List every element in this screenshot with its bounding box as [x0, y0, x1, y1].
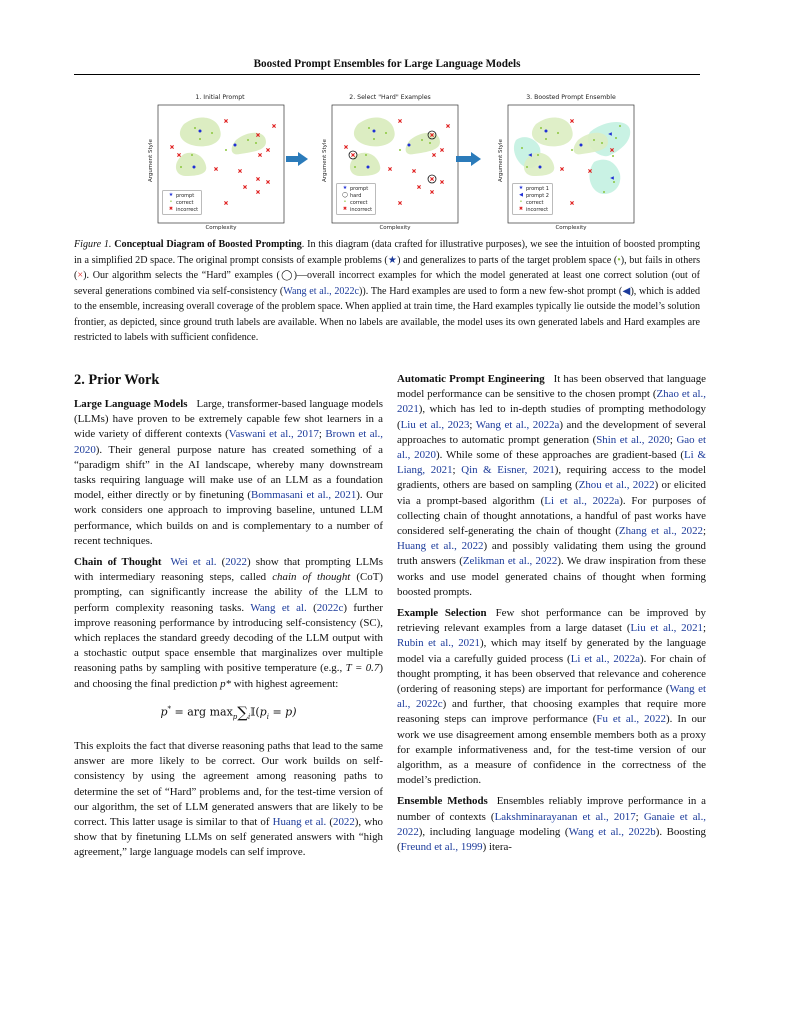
citation-link[interactable]: Bommasani et al., 2021 — [250, 489, 357, 502]
paragraph-exploit: This exploits the fact that diverse reasoning paths that lead to the same answer are more likely to be correct. Our work builds on self-consistency by using the agreement among reasoning paths to determine the set of “Hard” problems and, for the test-time version of our algorithm, the set of LLM generated answers that are likely to be correct. This latter usage is similar to that of Huang et al. (2022), who show that by finetuning LLMs on self generated answers with “high agreement,” large language models can self improve. — [74, 739, 384, 859]
citation-link[interactable]: Liu et al., 2021 — [630, 622, 703, 635]
citation-link[interactable]: Wang et al., 2022a — [475, 418, 560, 431]
x-icon: × — [77, 270, 84, 281]
citation-link[interactable]: Lakshminarayanan et al., 2017 — [494, 810, 636, 823]
incorrect-marker — [256, 190, 259, 193]
dot-icon: • — [617, 254, 621, 266]
correct-marker — [429, 142, 431, 144]
markers-layer — [140, 90, 660, 235]
correct-marker — [373, 138, 375, 140]
paragraph-heading: Chain of Thought — [74, 556, 162, 569]
incorrect-marker — [351, 153, 354, 156]
paragraph-ape: Automatic Prompt Engineering It has been observed that language model performance can be sensitive to the chosen prompt (Zhao et al., 2021), which has led to in-depth studies of prompting methodology (Liu et al., 2023; Wang et al., 2022a) and the development of several approaches to automatic prompt generation (Shin et al., 2020; Gao et al., 2020). While some of these approaches are gradient-based (Li & Liang, 2021; Qin & Eisner, 2021), requiring access to the model gradients, others are based on sampling (Zhou et al., 2022) or elicited via a prompt-based algorithm (Li et al., 2022a). For purposes of collecting chain of thought annotations, a handful of past works have considered self-generating the chain of thought (Zhang et al., 2022; Huang et al., 2022) and possibly validating them using the ground truth answers (Zelikman et al., 2022). We draw inspiration from these works and use model generated chains of thought when forming boosted prompts. — [397, 373, 707, 598]
correct-marker — [612, 155, 614, 157]
legend-item: • correct — [516, 199, 549, 206]
correct-marker — [593, 139, 595, 141]
legend-item: ✖ incorrect — [516, 206, 549, 213]
citation-link[interactable]: Ganaie et al., 2022 — [397, 810, 707, 838]
prompt-marker — [408, 144, 411, 147]
citation-link[interactable]: 2022 — [225, 556, 247, 569]
citation-link[interactable]: 2022c — [316, 601, 344, 614]
math-inline: p* — [220, 677, 231, 690]
paragraph-example-selection: Example Selection Few shot performance can be improved by retrieving relevant examples from a large dataset (Liu et al., 2021; Rubin et al., 2021), which may itself by generated by the language model via a carefully guided process (Li et al., 2022a). For chain of thought prompting, it has been observed that relevance and coherence (ordering of reasoning steps) are important for performance (Wang et al., 2022c) and further, that choosing examples that require more reasoning steps can improve performance (Fu et al., 2022). In our work we use disagreement among ensemble members both as a proxy for example informativeness and, for the test-time version of our algorithm, as a measure of confidence in the correctness of the model’s prediction. — [397, 607, 706, 787]
section-title: 2. Prior Work — [74, 372, 160, 388]
legend-item: ◀ prompt 2 — [516, 192, 549, 199]
incorrect-marker — [560, 167, 563, 170]
correct-marker — [368, 127, 370, 129]
correct-marker — [180, 166, 182, 168]
x-icon: ✖ — [518, 206, 524, 212]
correct-marker — [421, 139, 423, 141]
panel-title: 3. Boosted Prompt Ensemble — [526, 94, 616, 101]
incorrect-marker — [177, 153, 180, 156]
correct-marker — [537, 154, 539, 156]
left-column — [74, 372, 383, 867]
citation-link[interactable]: Huang et al. — [272, 815, 327, 828]
y-axis-label: Argument Style — [148, 139, 154, 182]
incorrect-marker — [570, 119, 573, 122]
prompt-marker — [193, 166, 196, 169]
dot-icon: • — [169, 199, 173, 205]
paragraph-heading: Example Selection — [397, 607, 487, 620]
dot-icon: • — [519, 199, 523, 205]
paragraph-cot: Chain of Thought Wei et al. (2022) show that prompting LLMs with intermediary reasoning steps, called chain of thought (CoT) prompting, can significantly increase the ability of the LLM to perform complexity reasoning tasks. Wang et al. (2022c) further improve reasoning performance by introducing self-consistency (SC), which replaces the standard greedy decoding of the LLM output with a stochastic output space ensemble that marginalizes over multiple reasoning paths by sampling with positive temperature (e.g., T = 0.7) and choosing the final prediction p* with highest agreement: — [74, 556, 383, 690]
correct-marker — [211, 132, 213, 134]
incorrect-marker — [398, 201, 401, 204]
right-column — [397, 372, 706, 861]
citation-link[interactable]: Zhao et al., 2021 — [397, 388, 706, 416]
caption-label: Figure 1. — [74, 239, 112, 250]
incorrect-marker — [238, 169, 241, 172]
math-inline: T = 0.7 — [345, 662, 380, 675]
incorrect-marker — [272, 124, 275, 127]
incorrect-marker — [344, 145, 347, 148]
citation-link[interactable]: Zhang et al., 2022 — [618, 525, 703, 538]
legend-item: ★ prompt — [166, 192, 198, 199]
incorrect-marker — [266, 180, 269, 183]
legend-item: ✖ incorrect — [166, 206, 198, 213]
prompt-marker — [545, 130, 548, 133]
correct-marker — [615, 137, 617, 139]
x-axis-label: Complexity — [205, 225, 237, 231]
citation-link[interactable]: Fu et al., 2022 — [596, 713, 666, 726]
incorrect-marker — [256, 177, 259, 180]
paragraph-llm: Large Language Models Large, transformer-based language models (LLMs) have proven to be extremely capable few shot learners in a wide variety of different contexts (Vaswani et al., 2017; Brown et al., 2020). Their general purpose nature has created something of a “paradigm shift” in the AI landscape, whereby many downstream tasks requiring language will make use of an LLM as a foundation model, either directly or by finetuning (Bommasani et al., 2021). Our work considers one approach to improving baseline, untuned LLM performance, which builds on and is complementary to a number of recent techniques. — [74, 398, 384, 547]
incorrect-marker — [256, 133, 259, 136]
dot-icon: • — [343, 199, 347, 205]
correct-marker — [225, 149, 227, 151]
incorrect-marker — [440, 180, 443, 183]
star-icon: ★ — [518, 185, 524, 191]
correct-marker — [540, 127, 542, 129]
citation-link[interactable]: 2022 — [333, 815, 355, 828]
incorrect-marker — [446, 124, 449, 127]
citation-link[interactable]: Gao et al., 2020 — [397, 433, 706, 462]
correct-marker — [247, 139, 249, 141]
panel-title: 2. Select "Hard" Examples — [349, 94, 431, 101]
correct-marker — [619, 125, 621, 127]
prompt-marker — [234, 144, 237, 147]
incorrect-marker — [398, 119, 401, 122]
incorrect-marker — [432, 153, 435, 156]
citation-link[interactable]: Freund et al., 1999 — [400, 841, 483, 854]
prompt2-marker — [610, 176, 614, 180]
citation-link[interactable]: Qin & Eisner, 2021 — [461, 464, 555, 477]
panel-title: 1. Initial Prompt — [195, 94, 245, 101]
star-icon: ★ — [342, 185, 348, 191]
figure-1 — [140, 90, 660, 235]
caption-title: Conceptual Diagram of Boosted Prompting — [114, 239, 302, 250]
citation-link[interactable]: Liu et al., 2023 — [400, 418, 470, 431]
circle-icon: ◯ — [279, 270, 294, 281]
y-axis-label: Argument Style — [498, 139, 504, 182]
star-icon: ★ — [168, 192, 174, 198]
citation-link[interactable]: Rubin et al., 2021 — [397, 637, 480, 650]
citation-link[interactable]: Li et al., 2022a — [570, 652, 640, 665]
legend-item: ★ prompt — [340, 185, 372, 192]
incorrect-marker — [440, 148, 443, 151]
incorrect-marker — [258, 153, 261, 156]
prompt-marker — [367, 166, 370, 169]
correct-marker — [571, 149, 573, 151]
incorrect-marker — [214, 167, 217, 170]
correct-marker — [385, 132, 387, 134]
citation-link[interactable]: Zelikman et al., 2022 — [462, 555, 558, 568]
legend-item: • correct — [340, 199, 372, 206]
citation-link[interactable]: Vaswani et al., 2017 — [228, 428, 319, 441]
correct-marker — [399, 149, 401, 151]
prompt-marker — [199, 130, 202, 133]
correct-marker — [557, 132, 559, 134]
paragraph-ensemble-methods: Ensemble Methods Ensembles reliably improve performance in a number of contexts (Lakshminarayanan et al., 2017; Ganaie et al., 2022), including language modeling (Wang et al., 2022b). Boosting (Freund et al., 1999) itera- — [397, 795, 707, 854]
paragraph-heading: Ensemble Methods — [397, 795, 488, 808]
citation-link[interactable]: Wang et al. — [250, 601, 307, 614]
correct-marker — [354, 166, 356, 168]
correct-marker — [191, 154, 193, 156]
citation-link[interactable]: Zhou et al., 2022 — [578, 479, 655, 492]
citation-link[interactable]: Li et al., 2022a — [544, 494, 620, 507]
prompt-marker — [539, 166, 542, 169]
correct-marker — [365, 154, 367, 156]
citation-link[interactable]: Wang et al., 2022b — [568, 825, 656, 838]
correct-marker — [199, 138, 201, 140]
citation-link[interactable]: Wang et al., 2022c — [283, 285, 360, 297]
incorrect-marker — [224, 201, 227, 204]
citation-link[interactable]: Li & Liang, 2021 — [397, 449, 707, 477]
correct-marker — [194, 127, 196, 129]
running-header: Boosted Prompt Ensembles for Large Language Models — [253, 58, 521, 70]
incorrect-marker — [430, 177, 433, 180]
equation-self-consistency: p* = arg $\max_p\sum_i𝕀(p_i = p)$ — [160, 703, 297, 722]
x-axis-label: Complexity — [379, 225, 411, 231]
citation-link[interactable]: Huang et al., 2022 — [397, 540, 484, 553]
x-axis-label: Complexity — [555, 225, 587, 231]
correct-marker — [603, 191, 605, 193]
incorrect-marker — [610, 148, 613, 151]
prompt2-marker — [608, 132, 612, 136]
incorrect-marker — [588, 169, 591, 172]
correct-marker — [545, 138, 547, 140]
prompt2-marker — [528, 153, 532, 157]
incorrect-marker — [266, 148, 269, 151]
legend-item: • correct — [166, 199, 198, 206]
figure-caption: Figure 1. Conceptual Diagram of Boosted Prompting. In this diagram (data crafted for illustrative purposes), we see the intuition of boosted prompting in a simplified 2D space. The original prompt consists of example problems (★) and generalizes to parts of the target problem space (•), but fails in others (×). Our algorithm selects the “Hard” examples (◯)—overall incorrect examples for which the model generated at least one correct solution (out of several generations combined via self-consistency (Wang et al., 2022c)). The Hard examples are used to form a new few-shot prompt (◀), which is added to the ensemble, increasing overall coverage of the problem space. When applied at train time, the Hard examples typically lie outside the model’s solution frontier, as depicted, since ground truth labels are available. When no labels are available, the model uses its own generated labels and Hard examples are restricted to labels with sufficient confidence. — [74, 239, 701, 343]
legend-item: ★ prompt 1 — [516, 185, 549, 192]
citation-link[interactable]: Brown et al., 2020 — [74, 428, 384, 456]
correct-marker — [255, 142, 257, 144]
incorrect-marker — [417, 185, 420, 188]
triangle-left-icon: ◀ — [622, 285, 631, 297]
prompt-marker — [373, 130, 376, 133]
citation-link[interactable]: Wei et al. — [170, 556, 217, 569]
correct-marker — [601, 142, 603, 144]
correct-marker — [526, 166, 528, 168]
incorrect-marker — [243, 185, 246, 188]
header-rule — [74, 74, 700, 75]
correct-marker — [521, 147, 523, 149]
correct-marker — [613, 181, 615, 183]
legend-item: ◯ hard — [340, 192, 372, 199]
paragraph-heading: Automatic Prompt Engineering — [397, 373, 545, 385]
citation-link[interactable]: Shin et al., 2020 — [596, 433, 670, 446]
paragraph-heading: Large Language Models — [74, 398, 188, 410]
circle-icon: ◯ — [342, 192, 348, 198]
star-icon: ★ — [387, 254, 398, 266]
citation-link[interactable]: Wang et al., 2022c — [397, 683, 706, 711]
incorrect-marker — [224, 119, 227, 122]
x-icon: ✖ — [342, 206, 348, 212]
incorrect-marker — [430, 133, 433, 136]
incorrect-marker — [570, 201, 573, 204]
y-axis-label: Argument Style — [322, 139, 328, 182]
incorrect-marker — [388, 167, 391, 170]
incorrect-marker — [170, 145, 173, 148]
triangle-left-icon: ◀ — [519, 192, 523, 198]
prompt-marker — [580, 144, 583, 147]
legend-item: ✖ incorrect — [340, 206, 372, 213]
incorrect-marker — [430, 190, 433, 193]
incorrect-marker — [412, 169, 415, 172]
x-icon: ✖ — [168, 206, 174, 212]
